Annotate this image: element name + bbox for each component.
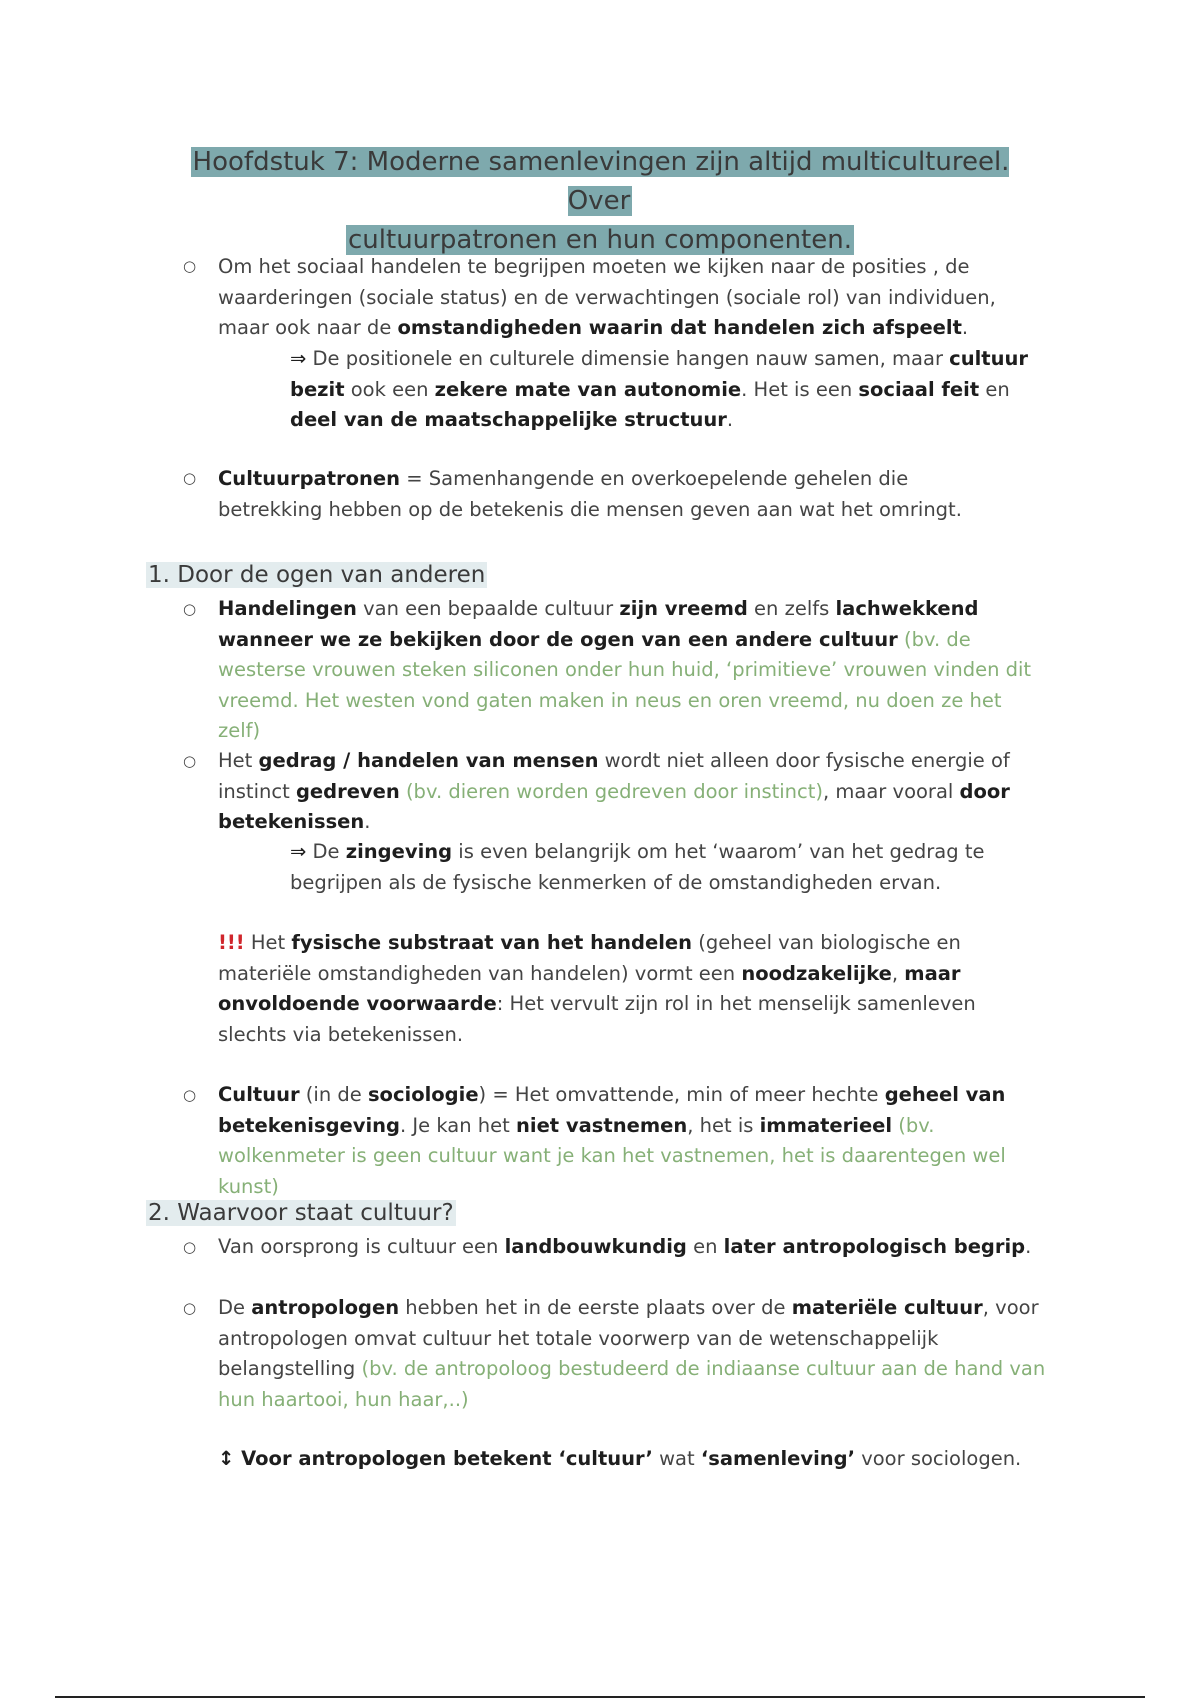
example-text: (bv. dieren worden gedreven door instinct) (405, 779, 824, 803)
section-1-zingeving: ⇒ De zingeving is even belangrijk om het ‘waarom’ van het gedrag te begrijpen als de fysische kenmerken of de omstandigheden ervan. (290, 840, 985, 894)
example-text: (bv. wolkenmeter is geen cultuur want je kan het vastnemen, het is daarentegen wel kunst) (218, 1113, 1006, 1198)
example-text: (bv. de antropoloog bestudeerd de indiaanse cultuur aan de hand van hun haartooi, hun haar,..) (218, 1357, 1046, 1411)
title-line-1: Hoofdstuk 7: Moderne samenlevingen zijn altijd multicultureel. Over (192, 147, 1010, 216)
bullet-icon: ○ (183, 1238, 197, 1256)
page-title (160, 143, 1040, 260)
section-2-antropologen: De antropologen hebben het in de eerste plaats over de materiële cultuur, voor antropologen omvat cultuur het totale voorwerp van de wetenschappelijk belangstelling (bv. de antropoloog bestudeerd de indiaanse cultuur aan de hand van hun haartooi, hun haar,..) (218, 1296, 1046, 1411)
arrow-right-icon: ⇒ (290, 347, 307, 370)
up-down-arrow-icon: ↕ (218, 1447, 235, 1470)
section-1-heading: 1. Door de ogen van anderen (148, 562, 486, 588)
intro-sub-autonomy: ⇒ De positionele en culturele dimensie hangen nauw samen, maar cultuur bezit ook een zekere mate van autonomie. Het is een sociaal feit en deel van de maatschappelijke structuur. (290, 347, 1029, 431)
section-2-vergelijking: ↕ Voor antropologen betekent ‘cultuur’ wat ‘samenleving’ voor sociologen. (218, 1447, 1022, 1470)
arrow-right-icon: ⇒ (290, 840, 307, 863)
section-1-cultuur-definitie: Cultuur (in de sociologie) = Het omvattende, min of meer hechte geheel van betekenisgeving. Je kan het niet vastnemen, het is immaterieel (bv. wolkenmeter is geen cultuur want je kan het vastnemen, het is daarentegen wel kunst) (218, 1083, 1006, 1198)
bullet-icon: ○ (183, 752, 197, 770)
bullet-icon: ○ (183, 469, 197, 487)
bullet-icon: ○ (183, 1299, 197, 1317)
bullet-icon: ○ (183, 1086, 197, 1104)
section-2-heading: 2. Waarvoor staat cultuur? (148, 1200, 454, 1226)
warning-marker: !!! (218, 931, 245, 954)
intro-paragraph-positions: Om het sociaal handelen te begrijpen moeten we kijken naar de posities , de waarderingen (sociale status) en de verwachtingen (sociale rol) van individuen, maar ook naar de omstandigheden waarin dat handelen zich afspeelt. (218, 255, 996, 339)
section-2-oorsprong: Van oorsprong is cultuur een landbouwkundig en later antropologisch begrip. (218, 1235, 1032, 1258)
section-1-fysisch-substraat: !!! Het fysische substraat van het handelen (geheel van biologische en materiële omstandigheden van handelen) vormt een noodzakelijke, maar onvoldoende voorwaarde: Het vervult zijn rol in het menselijk samenleven slechts via betekenissen. (218, 931, 976, 1046)
title-line-2: cultuurpatronen en hun componenten. (348, 225, 852, 255)
bullet-icon: ○ (183, 600, 197, 618)
section-1-handelingen: Handelingen van een bepaalde cultuur zijn vreemd en zelfs lachwekkend wanneer we ze bekijken door de ogen van een andere cultuur (bv. de westerse vrouwen steken siliconen onder hun huid, ‘primitieve’ vrouwen vinden dit vreemd. Het westen vond gaten maken in neus en oren vreemd, nu doen ze het zelf) (218, 597, 1032, 742)
intro-paragraph-cultuurpatronen: Cultuurpatronen = Samenhangende en overkoepelende gehelen die betrekking hebben op de betekenis die mensen geven aan wat het omringt. (218, 467, 962, 521)
page-bottom-rule (55, 1696, 1145, 1698)
bullet-icon: ○ (183, 257, 197, 275)
section-1-gedrag: Het gedrag / handelen van mensen wordt niet alleen door fysische energie of instinct gedreven (bv. dieren worden gedreven door instinct), maar vooral door betekenissen. (218, 749, 1010, 833)
example-text: (bv. de westerse vrouwen steken siliconen onder hun huid, ‘primitieve’ vrouwen vinden dit vreemd. Het westen vond gaten maken in neus en oren vreemd, nu doen ze het zelf) (218, 627, 1032, 742)
